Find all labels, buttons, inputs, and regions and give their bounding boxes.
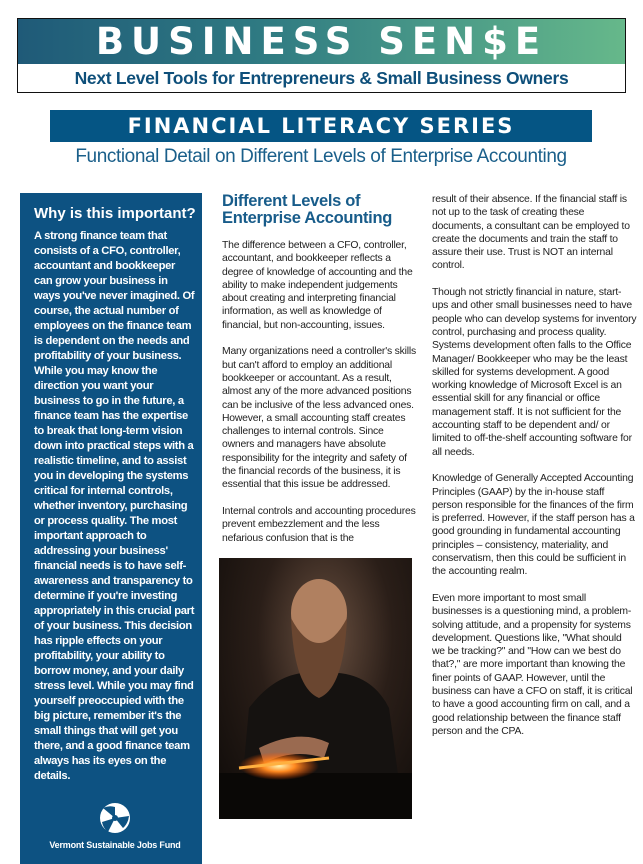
article-column-right bbox=[432, 193, 637, 751]
article-paragraph: Knowledge of Generally Accepted Accounting Principles (GAAP) by the in-house staff person responsible for the finances of the firm is preferred. However, if the staff person has a good grounding in fundamental accounting principles – consistency, materiality, and conservatism, then this could be sufficient in the accounting realm. bbox=[432, 473, 635, 578]
sidebar-why-important bbox=[20, 193, 202, 864]
series-subtitle: Functional Detail on Different Levels of Enterprise Accounting bbox=[75, 146, 567, 167]
photo-blacksmith bbox=[219, 558, 412, 819]
sidebar-heading: Why is this important? bbox=[34, 205, 196, 222]
article-paragraph: Internal controls and accounting procedures prevent embezzlement and the less nefarious confusion that is the bbox=[222, 505, 416, 544]
masthead-title: BUSINESS SEN$E bbox=[18, 19, 625, 64]
sidebar-body: A strong finance team that consists of a CFO, controller, accountant and bookkeeper can grow your business in ways you've never imagined. Of course, the actual number of employees on the finance team is dependent on the needs and profitability of your business. While you may know the direction you want your business to go in the future, a finance team has the expertise to break that long-term vision down into practical steps with a realistic timeline, and to assist you in developing the systems critical for internal controls, whether inventory, purchasing or process quality. The most important approach to addressing your business' financial needs is to have self-awareness and transparency to determine if you're investing appropriately in this crucial part of your business. This decision has ripple effects on your profitability, your ability to borrow money, and your daily stress level. While you may find yourself preoccupied with the big picture, remember it's the small things that will get you there, and a good finance team always has its eyes on the details. bbox=[34, 230, 195, 782]
vsjf-logo bbox=[34, 802, 196, 850]
article-heading: Different Levels of Enterprise Accounting bbox=[222, 192, 393, 227]
masthead-subtitle: Next Level Tools for Entrepreneurs & Small Business Owners bbox=[74, 68, 569, 88]
masthead bbox=[17, 18, 626, 93]
article-paragraph: Though not strictly financial in nature, start-ups and other small businesses need to have people who can develop systems for inventory control, purchasing and process quality. Systems development often falls to the Office Manager/ Bookkeeper who may be the least skilled for systems development. A good working knowledge of Microsoft Excel is an essential skill for any financial or office management staff. It is not sufficient for the accounting staff to be dependent and/ or limited to off-the-shelf accounting software for all needs. bbox=[432, 287, 637, 458]
blacksmith-illustration bbox=[219, 558, 412, 819]
series-title: FINANCIAL LITERACY SERIES bbox=[50, 110, 592, 142]
article-paragraph: result of their absence. If the financial staff is not up to the task of creating these documents, a consultant can be employed to create the documents and train the staff to assure their use. Trust is NOT an internal control. bbox=[432, 194, 630, 272]
logo-text: Vermont Sustainable Jobs Fund bbox=[49, 840, 181, 850]
article-column-middle bbox=[222, 193, 417, 819]
article-paragraph: The difference between a CFO, controller, accountant, and bookkeeper reflects a degree of knowledge of accounting and the ability to make independent judgements about creating and interpreting financial information, as well as knowledge of financial, but non-accounting, issues. bbox=[222, 240, 413, 331]
vsjf-logo-icon bbox=[99, 802, 131, 834]
article-paragraph: Many organizations need a controller's skills but can't afford to employ an additional bookkeeper or accountant. As a result, almost any of the more advanced positions can be inclusive of the less advanced ones. However, a small accounting staff creates challenges to internal controls. Since owners and managers have absolute responsibility for the integrity and safety of the financial records of the business, it is essential that this issue be addressed. bbox=[222, 346, 416, 491]
article-paragraph: Even more important to most small businesses is a questioning mind, a problem-solving attitude, and a propensity for systems development. Questions like, "What should we be tracking?" and "How can we best do that?," are more important than knowing the finer points of GAAP. However, until the business can have a CFO on staff, it is critical to have a good accounting firm on call, and a good relationship between the finance staff person and the CPA. bbox=[432, 592, 633, 737]
